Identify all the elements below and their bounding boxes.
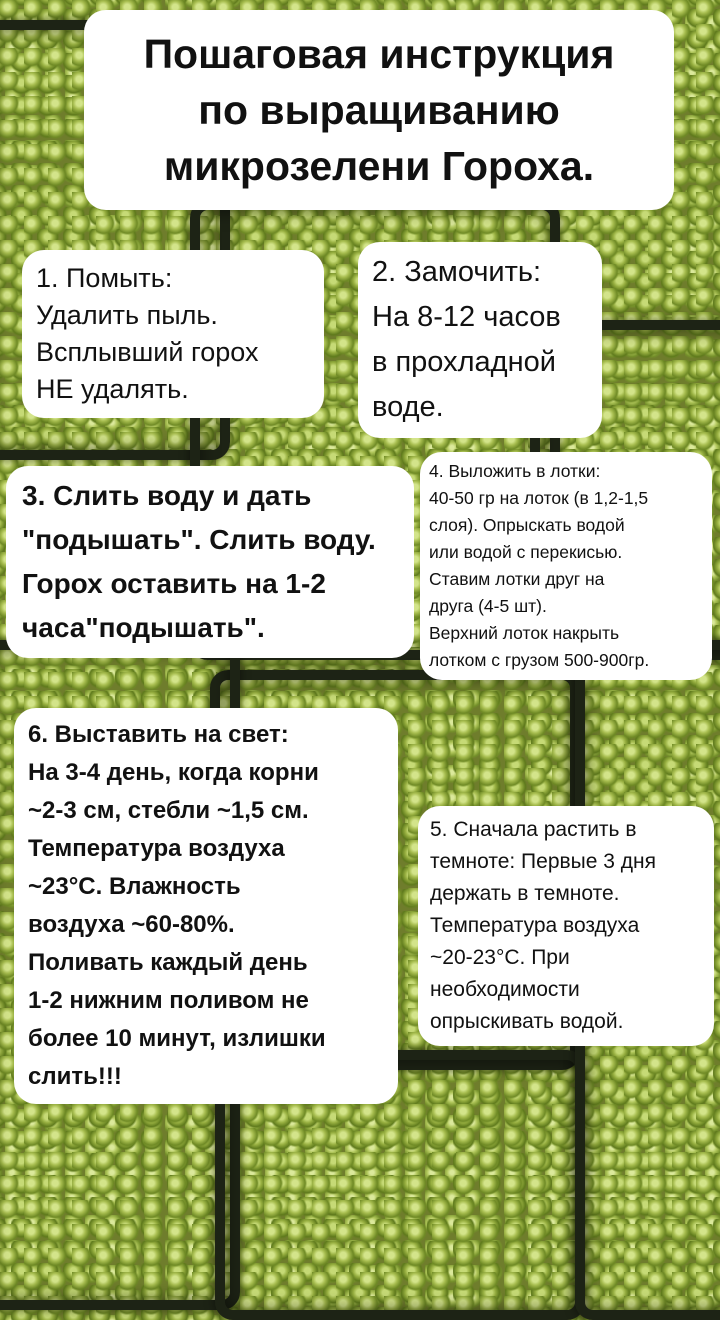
- step-5-line: необходимости: [430, 978, 580, 1001]
- step-1-line: 1. Помыть:: [36, 263, 173, 293]
- step-6-line: более 10 минут, излишки: [28, 1025, 326, 1052]
- page-title: [84, 10, 674, 210]
- step-4-line: Верхний лоток накрыть: [429, 623, 620, 643]
- step-6-line: слить!!!: [28, 1063, 122, 1090]
- step-5-line: 5. Сначала растить в: [430, 818, 637, 841]
- step-1-line: Всплывший горох: [36, 337, 259, 367]
- step-4-line: 4. Выложить в лотки:: [429, 461, 601, 481]
- step-6-line: ~23°C. Влажность: [28, 873, 241, 900]
- step-4-line: или водой с перекисью.: [429, 542, 623, 562]
- step-6-line: ~2-3 см, стебли ~1,5 см.: [28, 797, 309, 824]
- step-3-line: часа"подышать".: [22, 612, 265, 643]
- step-6-line: Поливать каждый день: [28, 949, 308, 976]
- step-2-line: 2. Замочить:: [372, 256, 542, 288]
- step-3-line: 3. Слить воду и дать: [22, 480, 312, 511]
- title-line: по выращиванию: [198, 87, 560, 133]
- step-3-line: Горох оставить на 1-2: [22, 568, 326, 599]
- step-4-line: Ставим лотки друг на: [429, 569, 605, 589]
- step-1-line: Удалить пыль.: [36, 300, 218, 330]
- step-1-line: НЕ удалять.: [36, 374, 189, 404]
- step-4-line: 40-50 гр на лоток (в 1,2-1,5: [429, 488, 649, 508]
- step-6-line: 6. Выставить на свет:: [28, 721, 289, 748]
- step-2-line: воде.: [372, 391, 444, 423]
- step-4-line: друга (4-5 шт).: [429, 596, 547, 616]
- step-6-line: воздуха ~60-80%.: [28, 911, 235, 938]
- step-6-line: 1-2 нижним поливом не: [28, 987, 309, 1014]
- step-2-line: На 8-12 часов: [372, 301, 561, 333]
- step-3-card: [6, 466, 414, 658]
- step-5-card: [418, 806, 714, 1046]
- step-6-line: На 3-4 день, когда корни: [28, 759, 319, 786]
- title-line: Пошаговая инструкция: [143, 31, 615, 77]
- step-5-line: Температура воздуха: [430, 914, 640, 937]
- step-4-card: [420, 452, 712, 680]
- step-5-line: темноте: Первые 3 дня: [430, 850, 656, 873]
- step-2-line: в прохладной: [372, 346, 556, 378]
- step-4-line: лотком с грузом 500-900гр.: [429, 650, 650, 670]
- step-5-line: держать в темноте.: [430, 882, 620, 905]
- step-6-card: [14, 708, 398, 1104]
- step-5-line: опрыскивать водой.: [430, 1010, 624, 1033]
- step-4-line: слоя). Опрыскать водой: [429, 515, 625, 535]
- step-2-card: [358, 242, 602, 438]
- step-5-line: ~20-23°C. При: [430, 946, 570, 969]
- step-6-line: Температура воздуха: [28, 835, 285, 862]
- step-3-line: "подышать". Слить воду.: [22, 524, 376, 555]
- title-line: микрозелени Гороха.: [163, 143, 595, 189]
- step-1-card: [22, 250, 324, 418]
